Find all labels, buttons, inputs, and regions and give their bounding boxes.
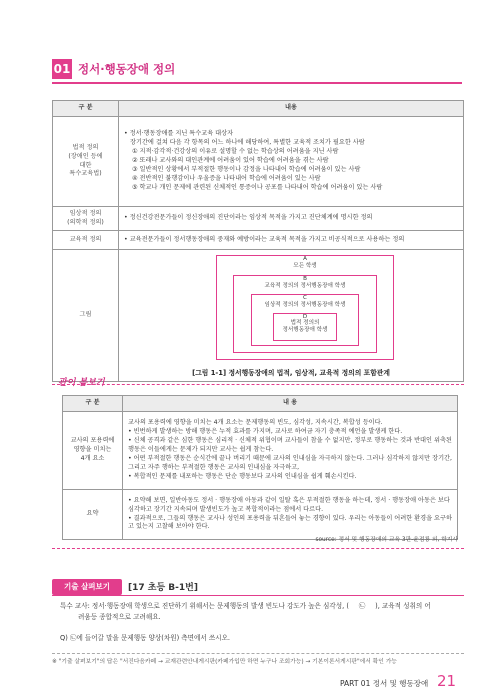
tip-title: 관이 봄보기 <box>58 378 105 388</box>
row-label: 교육적 정의 <box>53 231 119 250</box>
line: • 교육전문가들이 정서행동장애의 중재와 예방이라는 교육적 목적을 가지고 비공식적으로 사용하는 정의 <box>124 235 405 243</box>
page-number: 21 <box>437 672 457 690</box>
row-label: 교사의 포용력에 영향을 미치는 4개 요소 <box>63 412 123 490</box>
exam-tag: [17 초등 B-1번] <box>128 583 198 593</box>
footnote-divider <box>52 653 464 654</box>
figure-caption: [그림 1-1] 정서행동장애의 법적, 임상적, 교육적 정의의 포함관계 <box>192 368 390 377</box>
box-text: 정서행동장애 학생 <box>282 326 328 333</box>
footer-part: PART 01 정서 및 행동장애 <box>340 679 429 688</box>
footnote: ※ "기출 살펴보기"의 답은 "서진다음카페 → 교재관련안내게시판(카페가입만 하면 누구나 조회가능) → 기본이론서게시판"에서 확인 가능 <box>52 659 397 665</box>
table-header: 내 용 <box>123 396 458 412</box>
table-header: 구 분 <box>53 101 119 117</box>
row-content <box>123 490 458 540</box>
exam-question-2: Q) ㉡에 들어갈 말을 문제행동 양상(차원) 측면에서 쓰시오. <box>60 634 231 642</box>
box-text: 임상적 정의의 정서행동장애 학생 <box>264 302 346 309</box>
question-text: ), 교육적 성취의 어 <box>375 602 431 610</box>
exam-question-1-cont: 려움등 종합적으로 고려해요. <box>78 613 161 621</box>
box-text: 법적 정의의 <box>290 320 320 327</box>
section-title: 정서·행동장애 정의 <box>78 62 176 76</box>
row-content <box>119 231 464 250</box>
figure-cell <box>119 250 464 382</box>
blank-mark: ㉡ <box>358 602 366 610</box>
table-header: 내용 <box>119 101 464 117</box>
box-text: 교육적 정의의 정서행동장애 학생 <box>264 283 346 290</box>
line: ④ 전반적인 불행감이나 우울증을 나타내어 학습에 어려움이 있는 사람 <box>132 174 321 182</box>
table-header: 구 분 <box>63 396 123 412</box>
row-label: 요약 <box>63 490 123 540</box>
box-text: 모든 학생 <box>293 263 317 270</box>
source-note: source: 정서 및 행동장애의 교육 3판-윤점룡 외, 학지사 <box>315 537 458 543</box>
exam-question-1 <box>60 601 460 612</box>
line: • 결과적으로, 그들의 행동은 교사나 성인의 포용력을 뒤흔들어 놓는 경향이 있다. 우리는 아동들이 어려한 환경을 요구하고 있는지 고찰해 보아야 한다. <box>128 514 452 531</box>
row-content <box>123 412 458 490</box>
section-number: 01 <box>52 59 72 79</box>
exam-label: 기출 살펴보기 <box>52 579 122 595</box>
box-letter: D <box>302 313 308 320</box>
line: • 복합적인 문제를 내포하는 행동은 단순 행동보다 교사의 인내심을 쉽게 훼손시킨다. <box>128 472 357 480</box>
line: 장기간에 걸쳐 다음 각 항목의 어느 하나에 해당하여, 특별한 교육적 조치가 필요한 사람 <box>130 139 365 147</box>
box-letter: B <box>303 275 307 282</box>
box-letter: C <box>303 294 307 301</box>
nested-definition-figure <box>119 251 463 381</box>
row-label: 임상적 정의 (의학적 정의) <box>53 207 119 231</box>
line: ⑤ 학교나 개인 문제에 관련된 신체적인 통증이나 공포를 나타내어 학습에 어려움이 있는 사람 <box>132 183 383 191</box>
row-content <box>119 207 464 231</box>
line: • 정신건강전문가들이 정신장애의 진단이라는 임상적 목적을 가지고 진단체계에 명시한 정의 <box>124 214 373 221</box>
line: • 어떤 부적절한 행동은 순식간에 끝나 버리기 때문에 교사의 인내심을 자극하지 않는다. 그러나 심각하지 않지만 장기간, 그리고 자주 행하는 부적절한 행동은 교사의 인내심을 자극하고, <box>128 454 452 471</box>
tolerance-table <box>62 395 458 540</box>
line: • 정서·행동장애를 지닌 특수교육 대상자 <box>124 130 234 138</box>
definition-table <box>52 100 464 382</box>
line: ① 지적·감각적·건강상의 이유로 설명할 수 없는 학습상의 어려움을 지닌 사람 <box>132 148 339 156</box>
question-text: 특수 교사: 정서·행동장애 학생으로 진단하기 위해서는 문제행동의 발생 빈도나 강도가 높은 심각성, ( <box>60 602 349 610</box>
row-label: 그림 <box>53 250 119 382</box>
row-label: 법적 정의 (장애인 등에 대한 특수교육법) <box>53 117 119 207</box>
line: ② 또래나 교사와의 대인관계에 어려움이 있어 학습에 어려움을 겪는 사람 <box>132 157 329 164</box>
line: ③ 일반적인 상황에서 부적절한 행동이나 감정을 나타내어 학습에 어려움이 있는 사람 <box>132 165 361 173</box>
row-content <box>119 117 464 207</box>
line: 교사의 포용력에 영향을 미치는 4개 요소는 문제행동의 빈도, 심각성, 지속시간, 복합성 등이다. <box>128 419 383 427</box>
line: • 신체 공격과 같은 심한 행동은 심리적 · 신체적 위협이며 교사들이 참을 수 없지만, 정부로 행동하는 것과 반대인 위축된 행동은 이들에게는 문제가 되지만 교사는 쉽게 참는다. <box>128 437 452 453</box>
box-d-legal <box>273 313 337 341</box>
box-letter: A <box>303 255 307 262</box>
exam-divider <box>52 595 464 596</box>
line: • 빈번하게 발생하는 방해 행동은 누적 효과를 가지며, 교사로 하여금 자기 충족적 예언을 발생케 한다. <box>128 428 403 436</box>
line: • 요약해 보면, 일반아동도 정서 · 행동장애 아동과 같이 일탈 혹은 부적절한 행동을 하는데, 정서 · 행동장애 아동은 보다 심각하고 장기간 지속되며 발생빈도가 높고 복합적이라는 점에서 다르다. <box>128 496 450 513</box>
